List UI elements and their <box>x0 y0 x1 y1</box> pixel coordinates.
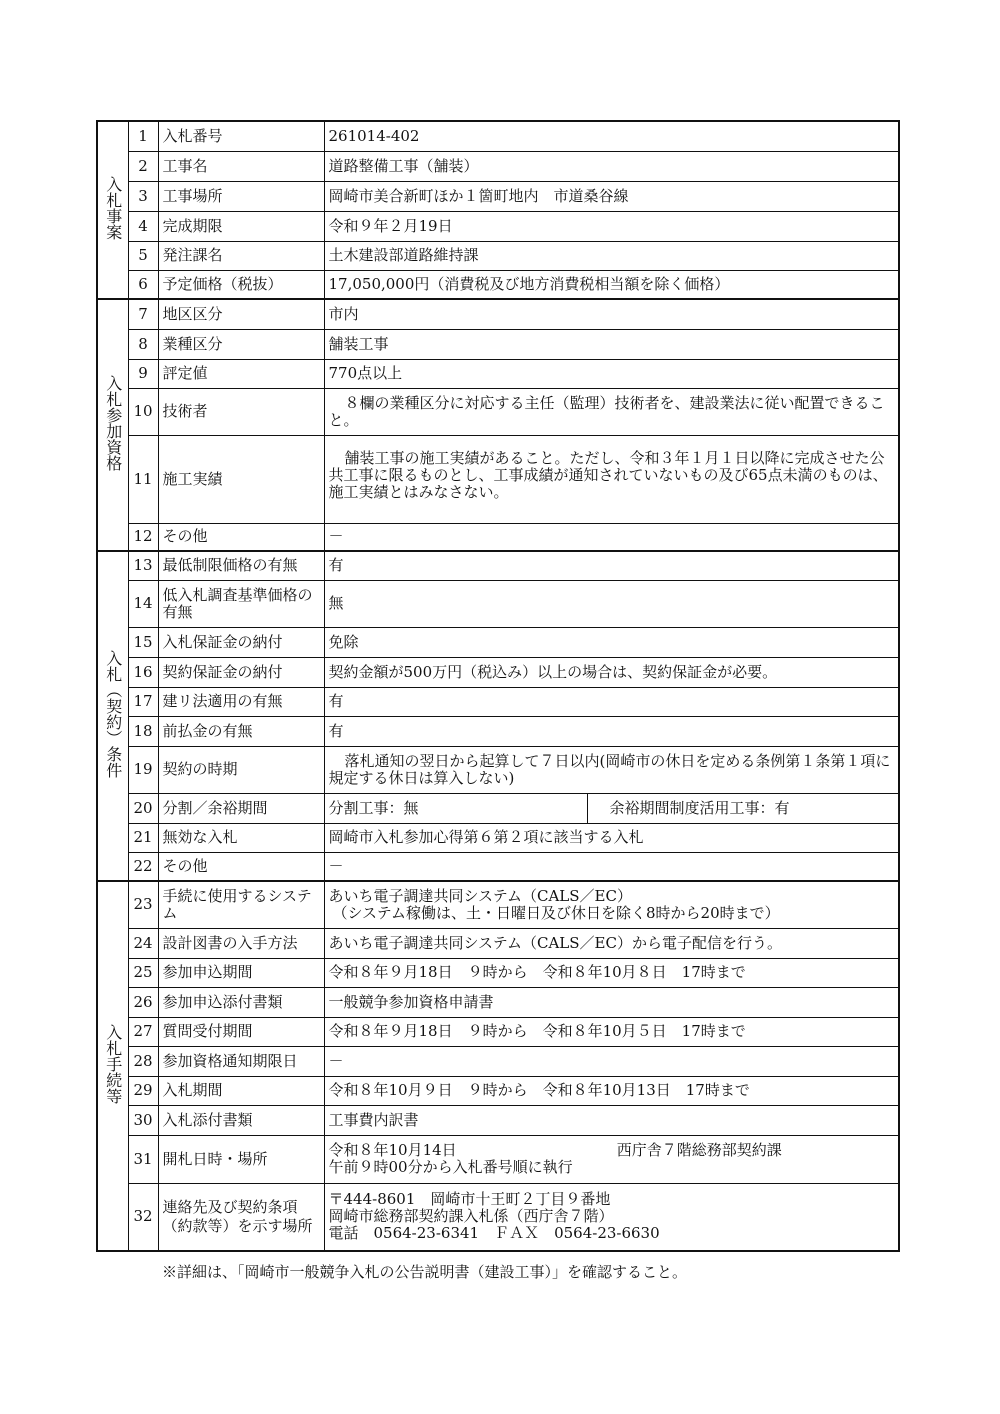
row-value: 770点以上 <box>324 359 899 388</box>
row-label: 参加申込期間 <box>158 958 324 987</box>
table-row <box>97 793 899 823</box>
row-value-line: （システム稼働は、土・日曜日及び休日を除く8時から20時まで） <box>332 903 780 922</box>
row-value-secondary: 余裕期間制度活用工事：有 <box>587 793 899 823</box>
row-value: 有 <box>324 551 899 580</box>
row-label: 評定値 <box>158 359 324 388</box>
row-value: － <box>324 523 899 551</box>
row-number: 1 <box>128 121 158 151</box>
row-number: 15 <box>128 627 158 657</box>
row-label: 参加申込添付書類 <box>158 987 324 1017</box>
table-row <box>97 241 899 270</box>
table-row <box>97 1135 899 1183</box>
row-label: 質問受付期間 <box>158 1017 324 1046</box>
table-row <box>97 1017 899 1046</box>
section-header-joken: 入札（契約）条件 <box>97 551 128 881</box>
row-label: その他 <box>158 852 324 881</box>
row-label: 完成期限 <box>158 211 324 241</box>
row-number: 4 <box>128 211 158 241</box>
row-value-date: 令和８年10月14日 <box>328 1141 457 1159</box>
row-value: 有 <box>324 716 899 746</box>
row-value: 令和８年10月９日 ９時から 令和８年10月13日 17時まで <box>324 1076 899 1105</box>
table-row <box>97 1105 899 1135</box>
table-row <box>97 928 899 958</box>
row-value-line: 午前９時00分から入札番号順に執行 <box>328 1158 573 1176</box>
row-value: 舗装工事 <box>324 329 899 359</box>
row-number: 29 <box>128 1076 158 1105</box>
row-value: 土木建設部道路維持課 <box>324 241 899 270</box>
bid-notice-table <box>96 120 900 1252</box>
row-value: 岡崎市入札参加心得第６第２項に該当する入札 <box>324 823 899 852</box>
row-label: 入札添付書類 <box>158 1105 324 1135</box>
row-label: 建リ法適用の有無 <box>158 687 324 716</box>
row-label: 無効な入札 <box>158 823 324 852</box>
table-row <box>97 716 899 746</box>
row-value-multi <box>324 881 899 928</box>
row-number: 21 <box>128 823 158 852</box>
row-label: 契約保証金の納付 <box>158 657 324 687</box>
table-row <box>97 181 899 211</box>
row-value: 契約金額が500万円（税込み）以上の場合は、契約保証金が必要。 <box>324 657 899 687</box>
row-label: 設計図書の入手方法 <box>158 928 324 958</box>
row-label: 前払金の有無 <box>158 716 324 746</box>
row-number: 2 <box>128 151 158 181</box>
row-number: 31 <box>128 1135 158 1183</box>
row-value: 261014-402 <box>324 121 899 151</box>
row-value: － <box>324 1046 899 1076</box>
row-value: 無 <box>324 580 899 627</box>
table-row <box>97 359 899 388</box>
table-row <box>97 823 899 852</box>
section-header-tetsuzuki: 入札手続等 <box>97 881 128 1251</box>
row-number: 23 <box>128 881 158 928</box>
section-header-shikaku: 入札参加資格 <box>97 299 128 551</box>
row-value: 令和８年９月18日 ９時から 令和８年10月５日 17時まで <box>324 1017 899 1046</box>
row-label: 最低制限価格の有無 <box>158 551 324 580</box>
table-row <box>97 881 899 928</box>
section-header-jian: 入札事案 <box>97 121 128 299</box>
table-row <box>97 388 899 435</box>
table-row <box>97 270 899 299</box>
row-label: 発注課名 <box>158 241 324 270</box>
row-value: あいち電子調達共同システム（CALS／EC）から電子配信を行う。 <box>324 928 899 958</box>
row-number: 20 <box>128 793 158 823</box>
table-row <box>97 657 899 687</box>
row-number: 17 <box>128 687 158 716</box>
row-value-line: 電話 0564-23-6341 ＦＡＸ 0564-23-6630 <box>328 1224 660 1243</box>
row-number: 13 <box>128 551 158 580</box>
row-number: 30 <box>128 1105 158 1135</box>
row-label: 工事名 <box>158 151 324 181</box>
row-value: 舗装工事の施工実績があること。ただし、令和３年１月１日以降に完成させた公共工事に限るものとし、工事成績が通知されていないもの及び65点未満のものは、施工実績とはみなさない。 <box>324 435 899 523</box>
row-number: 18 <box>128 716 158 746</box>
row-value: ８欄の業種区分に対応する主任（監理）技術者を、建設業法に従い配置できること。 <box>324 388 899 435</box>
table-row <box>97 852 899 881</box>
row-label: 手続に使用するシステム <box>158 881 324 928</box>
row-label: 連絡先及び契約条項（約款等）を示す場所 <box>158 1183 324 1251</box>
table-row <box>97 121 899 151</box>
row-label: 地区区分 <box>158 299 324 329</box>
row-value: 道路整備工事（舗装） <box>324 151 899 181</box>
table-row <box>97 987 899 1017</box>
row-number: 6 <box>128 270 158 299</box>
row-value: 工事費内訳書 <box>324 1105 899 1135</box>
table-row <box>97 1046 899 1076</box>
row-label: 入札番号 <box>158 121 324 151</box>
table-row <box>97 211 899 241</box>
table-row <box>97 958 899 987</box>
table-row <box>97 746 899 793</box>
row-number: 5 <box>128 241 158 270</box>
row-label: 入札期間 <box>158 1076 324 1105</box>
row-number: 12 <box>128 523 158 551</box>
table-row <box>97 1183 899 1251</box>
row-number: 24 <box>128 928 158 958</box>
row-value: 落札通知の翌日から起算して７日以内(岡崎市の休日を定める条例第１条第１項に規定する休日は算入しない) <box>324 746 899 793</box>
row-value: 有 <box>324 687 899 716</box>
row-number: 3 <box>128 181 158 211</box>
table-row <box>97 551 899 580</box>
row-value-line: 〒444-8601 岡崎市十王町２丁目９番地 <box>328 1190 611 1209</box>
row-number: 25 <box>128 958 158 987</box>
row-value: 岡崎市美合新町ほか１箇町地内 市道桑谷線 <box>324 181 899 211</box>
table-row <box>97 151 899 181</box>
row-value-multi <box>324 1183 899 1251</box>
row-number: 32 <box>128 1183 158 1251</box>
row-label: 工事場所 <box>158 181 324 211</box>
row-number: 28 <box>128 1046 158 1076</box>
row-number: 8 <box>128 329 158 359</box>
row-value-line: あいち電子調達共同システム（CALS／EC） <box>328 886 632 905</box>
row-label: 予定価格（税抜） <box>158 270 324 299</box>
row-value-multi <box>324 1135 899 1183</box>
row-number: 11 <box>128 435 158 523</box>
row-label: 分割／余裕期間 <box>158 793 324 823</box>
row-label: 契約の時期 <box>158 746 324 793</box>
table-row <box>97 627 899 657</box>
row-value: 一般競争参加資格申請書 <box>324 987 899 1017</box>
row-label: 施工実績 <box>158 435 324 523</box>
row-number: 27 <box>128 1017 158 1046</box>
table-row <box>97 299 899 329</box>
row-label: 参加資格通知期限日 <box>158 1046 324 1076</box>
row-number: 10 <box>128 388 158 435</box>
row-label: その他 <box>158 523 324 551</box>
table-row <box>97 1076 899 1105</box>
table-row <box>97 329 899 359</box>
table-row <box>97 435 899 523</box>
row-value: 分割工事：無 <box>324 793 587 823</box>
row-value-place: 西庁舎７階総務部契約課 <box>616 1141 782 1159</box>
row-number: 9 <box>128 359 158 388</box>
row-label: 開札日時・場所 <box>158 1135 324 1183</box>
row-value: 令和９年２月19日 <box>324 211 899 241</box>
row-value-line: 岡崎市総務部契約課入札係（西庁舎７階） <box>328 1207 614 1226</box>
row-number: 14 <box>128 580 158 627</box>
row-number: 26 <box>128 987 158 1017</box>
row-label: 入札保証金の納付 <box>158 627 324 657</box>
row-number: 19 <box>128 746 158 793</box>
row-value: － <box>324 852 899 881</box>
row-number: 16 <box>128 657 158 687</box>
table-row <box>97 687 899 716</box>
row-value: 免除 <box>324 627 899 657</box>
row-value-line <box>329 1142 895 1159</box>
row-value: 令和８年９月18日 ９時から 令和８年10月８日 17時まで <box>324 958 899 987</box>
table-row <box>97 523 899 551</box>
row-number: 7 <box>128 299 158 329</box>
row-number: 22 <box>128 852 158 881</box>
footnote: ※詳細は、「岡崎市一般競争入札の公告説明書（建設工事）」を確認すること。 <box>162 1263 688 1281</box>
row-value: 市内 <box>324 299 899 329</box>
table-row <box>97 580 899 627</box>
row-label: 技術者 <box>158 388 324 435</box>
row-label: 業種区分 <box>158 329 324 359</box>
row-label: 低入札調査基準価格の有無 <box>158 580 324 627</box>
row-value: 17,050,000円（消費税及び地方消費税相当額を除く価格） <box>324 270 899 299</box>
